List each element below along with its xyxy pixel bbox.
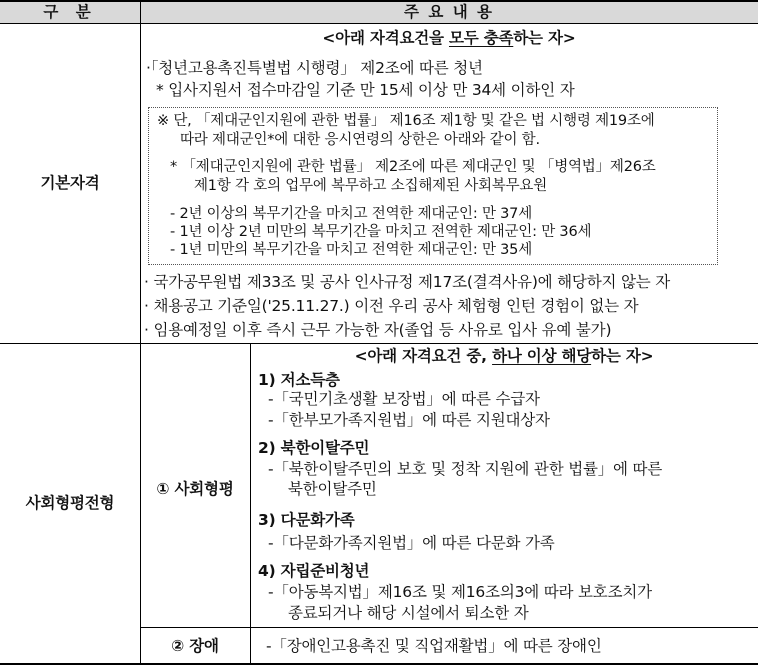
rule-sub xyxy=(140,627,758,628)
note-line: - 2년 이상의 복무기간을 마치고 전역한 제대군인: 만 37세 xyxy=(170,206,533,222)
basic-item: * 입사지원서 접수마감일 기준 만 15세 이상 만 34세 이하인 자 xyxy=(156,81,575,99)
note-line: 제1항 각 호의 업무에 복무하고 소집해제된 사회복무요원 xyxy=(194,178,548,194)
group-item: -「아동복지법」제16조 및 제16조의3에 따라 보호조치가 xyxy=(268,583,652,601)
basic-after-item: · 채용공고 기준일('25.11.27.) 이전 우리 공사 체험형 인턴 경험이 없는 자 xyxy=(144,297,639,315)
basic-title-post: 하는 자> xyxy=(513,29,576,47)
sub-disability: ② 장애 xyxy=(171,637,219,655)
basic-item: ·「청년고용촉진특별법 시행령」 제2조에 따른 청년 xyxy=(146,59,483,77)
disability-item: -「장애인고용촉진 및 직업재활법」에 따른 장애인 xyxy=(266,637,602,655)
basic-title-pre: <아래 자격요건을 xyxy=(322,29,449,47)
rule-header xyxy=(0,23,758,24)
social-title-emphasis: 하나 이상 해당 xyxy=(492,347,592,365)
group-item: -「북한이탈주민의 보호 및 정착 지원에 관한 법률」에 따른 xyxy=(268,460,663,478)
basic-after-item: · 임용예정일 이후 즉시 근무 가능한 자(졸업 등 사유로 입사 유예 불가) xyxy=(144,321,612,339)
note-line: ※ 단, 「제대군인지원에 관한 법률」 제16조 제1항 및 같은 법 시행령 제19조에 xyxy=(157,113,655,129)
basic-after-item: · 국가공무원법 제33조 및 공사 인사규정 제17조(결격사유)에 해당하지 않는 자 xyxy=(144,273,671,291)
social-title xyxy=(250,346,758,366)
group-item: -「한부모가족지원법」에 따른 지원대상자 xyxy=(268,411,550,429)
social-title-post: 하는 자> xyxy=(591,347,654,365)
group-heading: 1) 저소득층 xyxy=(258,371,340,389)
group-heading: 3) 다문화가족 xyxy=(258,511,355,529)
basic-title xyxy=(140,28,758,48)
note-line: - 1년 이상 2년 미만의 복무기간을 마치고 전역한 제대군인: 만 36세 xyxy=(170,224,592,240)
rule-col1 xyxy=(140,0,141,665)
group-item: 종료되거나 해당 시설에서 퇴소한 자 xyxy=(288,604,529,622)
group-heading: 2) 북한이탈주민 xyxy=(258,439,370,457)
header-col2: 주 요 내 용 xyxy=(403,3,495,21)
group-item: -「다문화가족지원법」에 따른 다문화 가족 xyxy=(268,534,555,552)
group-item: 북한이탈주민 xyxy=(288,480,377,498)
note-line: - 1년 미만의 복무기간을 마치고 전역한 제대군인: 만 35세 xyxy=(170,242,533,258)
note-line: 따라 제대군인*에 대한 응시연령의 상한은 아래와 같이 함. xyxy=(180,132,540,148)
header-col1: 구 분 xyxy=(43,3,97,21)
basic-label: 기본자격 xyxy=(40,174,100,192)
rule-basic-bottom xyxy=(0,343,758,344)
rule-col2 xyxy=(250,344,251,665)
group-heading: 4) 자립준비청년 xyxy=(258,562,370,580)
social-title-pre: <아래 자격요건 중, xyxy=(354,347,493,365)
social-label: 사회형평전형 xyxy=(25,494,115,512)
group-item: -「국민기초생활 보장법」에 따른 수급자 xyxy=(268,390,540,408)
sub-social: ① 사회형평 xyxy=(156,480,234,498)
basic-title-emphasis: 모두 충족 xyxy=(448,29,514,47)
note-line: * 「제대군인지원에 관한 법률」 제2조에 따른 제대군인 및 「병역법」제26조 xyxy=(170,159,656,175)
